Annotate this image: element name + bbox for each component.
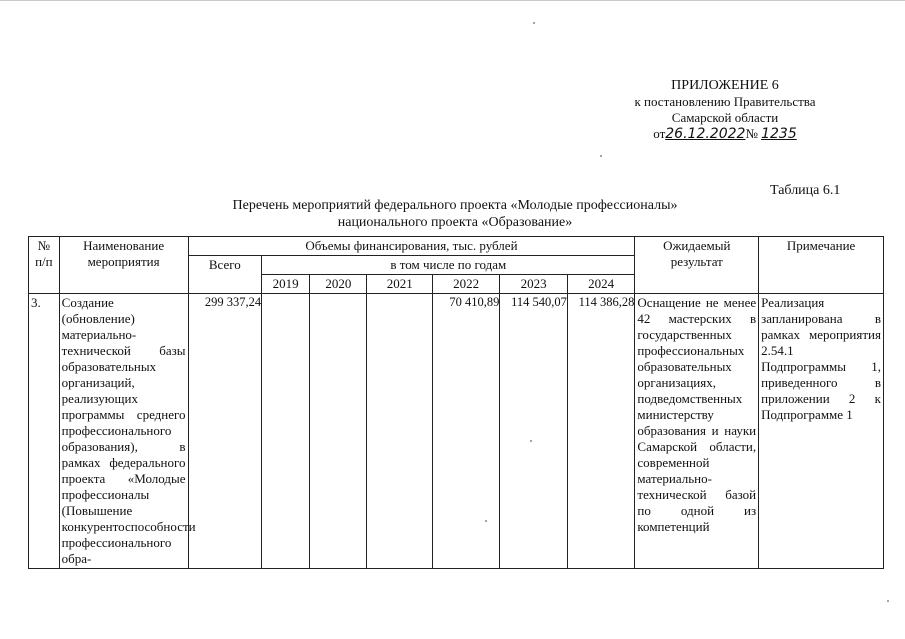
handwritten-number: 1235 <box>761 126 797 142</box>
scan-edge-line <box>0 0 905 1</box>
measures-table <box>28 236 884 569</box>
scan-speck <box>530 440 532 442</box>
row-2019 <box>262 294 310 569</box>
header-by-years: в том числе по годам <box>262 256 635 275</box>
table-row <box>29 294 884 569</box>
number-prefix: № <box>745 126 758 141</box>
header-name: Наименование мероприятия <box>59 237 188 294</box>
appendix-title: ПРИЛОЖЕНИЕ 6 <box>671 78 779 93</box>
appendix-block <box>610 78 840 142</box>
document-title-line-2: национального проекта «Образование» <box>337 215 573 230</box>
document-title <box>170 197 740 231</box>
header-result: Ожидаемый результат <box>635 237 759 294</box>
header-total: Всего <box>188 256 262 294</box>
header-year-2019: 2019 <box>262 275 310 294</box>
scan-speck <box>600 155 602 157</box>
header-number: № п/п <box>29 237 60 294</box>
row-total: 299 337,24 <box>188 294 262 569</box>
table-number: Таблица 6.1 <box>770 183 841 198</box>
appendix-line-2: Самарской области <box>671 110 779 125</box>
row-measure-name: Создание (обновление) материально-технической базы образовательных организаций, реализующих программы среднего профессионального образования), в рамках федерального проекта «Молодые профессионалы (Повышение конкурентоспособности профессионального обра- <box>59 294 188 569</box>
header-year-2023: 2023 <box>500 275 567 294</box>
header-year-2022: 2022 <box>432 275 499 294</box>
row-2022: 70 410,89 <box>432 294 499 569</box>
row-2021 <box>367 294 432 569</box>
appendix-date-line <box>610 126 840 142</box>
header-funding: Объемы финансирования, тыс. рублей <box>188 237 635 256</box>
scan-speck <box>887 600 889 602</box>
header-year-2020: 2020 <box>310 275 367 294</box>
header-year-2021: 2021 <box>367 275 432 294</box>
header-note: Примечание <box>759 237 884 294</box>
header-year-2024: 2024 <box>567 275 635 294</box>
appendix-line-1: к постановлению Правительства <box>634 94 816 109</box>
scan-speck <box>533 22 535 24</box>
row-number: 3. <box>29 294 60 569</box>
document-title-line-1: Перечень мероприятий федерального проекта «Молодые профессионалы» <box>232 198 678 213</box>
scan-speck <box>485 520 487 522</box>
row-2020 <box>310 294 367 569</box>
row-note: Реализация запланирована в рамках мероприятия 2.54.1 Подпрограммы 1, приведенного в приложении 2 к Подпрограмме 1 <box>759 294 884 569</box>
row-expected-result: Оснащение не менее 42 мастерских в государственных профессиональных образовательных организациях, подведомственных министерству образования и науки Самарской области, современной материально-технической базой по одной из компетенций <box>635 294 759 569</box>
row-2023: 114 540,07 <box>500 294 567 569</box>
row-2024: 114 386,28 <box>567 294 635 569</box>
handwritten-date: 26.12.2022 <box>665 126 746 142</box>
date-prefix: от <box>653 126 666 141</box>
